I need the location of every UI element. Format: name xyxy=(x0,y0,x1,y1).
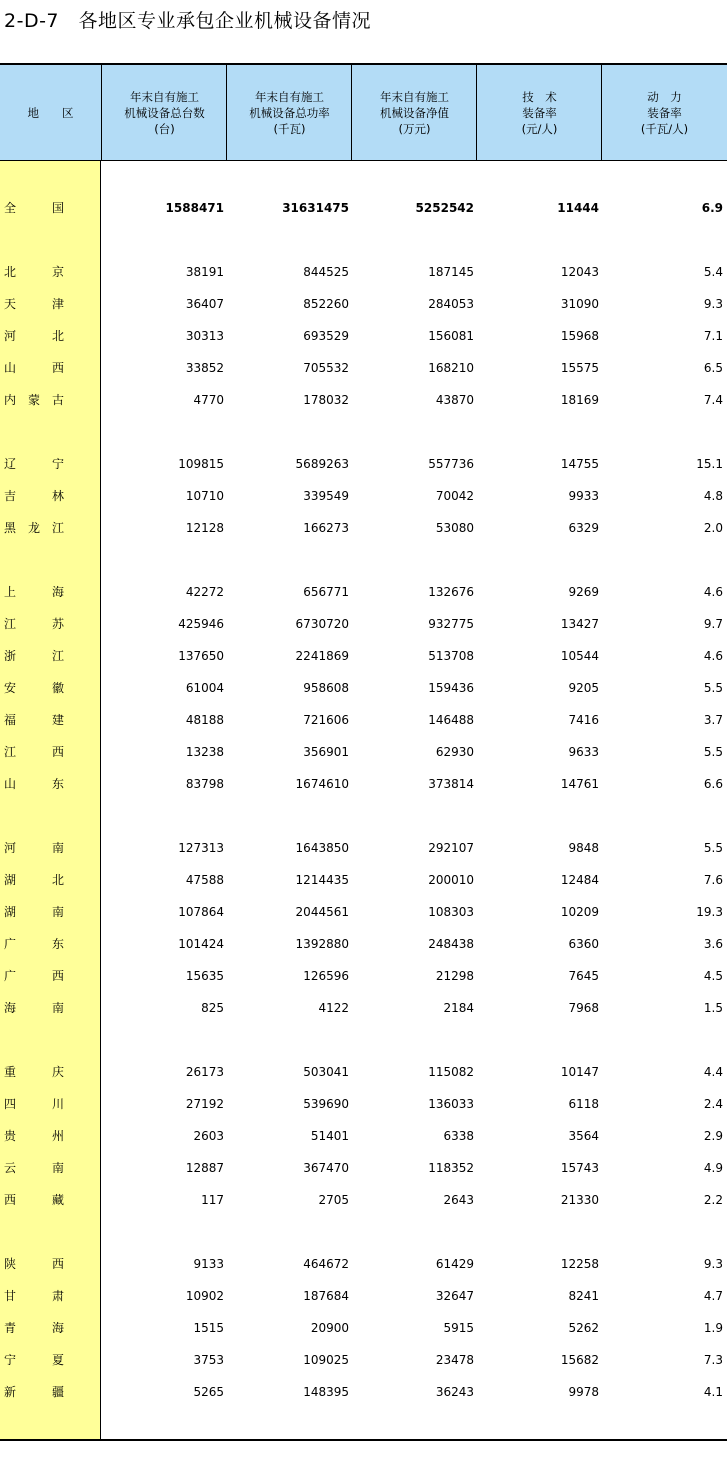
machine-power-cell: 5689263 xyxy=(295,457,349,471)
header-power-ratio xyxy=(601,65,727,160)
table-row xyxy=(0,486,727,506)
table-row xyxy=(0,358,727,378)
region-column xyxy=(0,161,101,1439)
power-ratio-cell: 19.3 xyxy=(696,905,723,919)
machine-count-cell: 83798 xyxy=(185,777,224,791)
region-name: 海 南 xyxy=(4,1001,64,1015)
machine-value-cell: 115082 xyxy=(428,1065,474,1079)
power-ratio-cell: 7.3 xyxy=(703,1353,723,1367)
header-line: (台) xyxy=(154,121,175,136)
machine-power-cell: 2705 xyxy=(318,1193,349,1207)
machine-power-cell: 503041 xyxy=(303,1065,349,1079)
region-name: 吉 林 xyxy=(4,489,64,503)
table-row xyxy=(0,1158,727,1178)
power-ratio-cell: 6.9 xyxy=(701,201,723,215)
region-name: 新 疆 xyxy=(4,1385,64,1399)
machine-value-cell: 5252542 xyxy=(415,201,474,215)
machine-value-cell: 187145 xyxy=(428,265,474,279)
tech-ratio-cell: 13427 xyxy=(560,617,599,631)
machine-power-cell: 1643850 xyxy=(295,841,349,855)
region-name: 福 建 xyxy=(4,713,64,727)
machine-power-cell: 1674610 xyxy=(295,777,349,791)
table-row xyxy=(0,1062,727,1082)
table-row xyxy=(0,838,727,858)
table-row xyxy=(0,1190,727,1210)
region-name: 浙 江 xyxy=(4,649,64,663)
machine-power-cell: 539690 xyxy=(303,1097,349,1111)
tech-ratio-cell: 6360 xyxy=(568,937,599,951)
table-row xyxy=(0,1382,727,1402)
machine-value-cell: 146488 xyxy=(428,713,474,727)
machine-count-cell: 38191 xyxy=(185,265,224,279)
machine-value-cell: 62930 xyxy=(435,745,474,759)
table-row xyxy=(0,262,727,282)
machine-value-cell: 284053 xyxy=(428,297,474,311)
power-ratio-cell: 4.5 xyxy=(703,969,723,983)
header-line: 年末自有施工 xyxy=(380,89,449,104)
tech-ratio-cell: 6118 xyxy=(568,1097,599,1111)
power-ratio-cell: 3.7 xyxy=(703,713,723,727)
machine-count-cell: 12128 xyxy=(185,521,224,535)
power-ratio-cell: 5.4 xyxy=(703,265,723,279)
header-line: 机械设备净值 xyxy=(380,105,449,120)
region-name: 天 津 xyxy=(4,297,64,311)
machine-count-cell: 3753 xyxy=(193,1353,224,1367)
machine-count-cell: 61004 xyxy=(185,681,224,695)
table-row xyxy=(0,1286,727,1306)
power-ratio-cell: 4.9 xyxy=(703,1161,723,1175)
table-row xyxy=(0,678,727,698)
tech-ratio-cell: 10544 xyxy=(560,649,599,663)
table-row xyxy=(0,518,727,538)
machine-power-cell: 4122 xyxy=(318,1001,349,1015)
region-name: 黑 龙 江 xyxy=(4,521,64,535)
tech-ratio-cell: 8241 xyxy=(568,1289,599,1303)
machine-power-cell: 1214435 xyxy=(295,873,349,887)
machine-power-cell: 109025 xyxy=(303,1353,349,1367)
machine-count-cell: 127313 xyxy=(178,841,224,855)
table-row xyxy=(0,454,727,474)
machine-value-cell: 36243 xyxy=(435,1385,474,1399)
power-ratio-cell: 5.5 xyxy=(703,745,723,759)
region-name: 河 北 xyxy=(4,329,64,343)
region-name: 湖 北 xyxy=(4,873,64,887)
tech-ratio-cell: 14761 xyxy=(560,777,599,791)
table-row xyxy=(0,198,727,218)
tech-ratio-cell: 31090 xyxy=(560,297,599,311)
tech-ratio-cell: 3564 xyxy=(568,1129,599,1143)
region-name: 山 西 xyxy=(4,361,64,375)
machine-value-cell: 168210 xyxy=(428,361,474,375)
header-line: 装备率 xyxy=(522,105,557,120)
tech-ratio-cell: 9848 xyxy=(568,841,599,855)
machine-value-cell: 5915 xyxy=(443,1321,474,1335)
region-name: 江 苏 xyxy=(4,617,64,631)
power-ratio-cell: 4.6 xyxy=(703,585,723,599)
machine-count-cell: 33852 xyxy=(185,361,224,375)
machine-count-cell: 12887 xyxy=(185,1161,224,1175)
region-name: 辽 宁 xyxy=(4,457,64,471)
table-row xyxy=(0,1126,727,1146)
machine-value-cell: 43870 xyxy=(435,393,474,407)
tech-ratio-cell: 9633 xyxy=(568,745,599,759)
machine-value-cell: 513708 xyxy=(428,649,474,663)
table-row xyxy=(0,326,727,346)
header-machine-power xyxy=(226,65,352,160)
machine-count-cell: 47588 xyxy=(185,873,224,887)
machine-count-cell: 36407 xyxy=(185,297,224,311)
machine-value-cell: 136033 xyxy=(428,1097,474,1111)
machine-count-cell: 4770 xyxy=(193,393,224,407)
machine-power-cell: 2241869 xyxy=(295,649,349,663)
tech-ratio-cell: 10147 xyxy=(560,1065,599,1079)
machine-value-cell: 156081 xyxy=(428,329,474,343)
tech-ratio-cell: 18169 xyxy=(560,393,599,407)
table-row xyxy=(0,934,727,954)
machine-power-cell: 693529 xyxy=(303,329,349,343)
tech-ratio-cell: 12043 xyxy=(560,265,599,279)
region-name: 北 京 xyxy=(4,265,64,279)
table-row xyxy=(0,742,727,762)
machine-power-cell: 31631475 xyxy=(282,201,349,215)
machine-count-cell: 117 xyxy=(201,1193,224,1207)
power-ratio-cell: 6.6 xyxy=(703,777,723,791)
table-row xyxy=(0,582,727,602)
machine-power-cell: 1392880 xyxy=(295,937,349,951)
machine-value-cell: 2184 xyxy=(443,1001,474,1015)
machine-power-cell: 148395 xyxy=(303,1385,349,1399)
machine-power-cell: 464672 xyxy=(303,1257,349,1271)
machine-count-cell: 10902 xyxy=(185,1289,224,1303)
power-ratio-cell: 2.0 xyxy=(703,521,723,535)
power-ratio-cell: 9.3 xyxy=(703,1257,723,1271)
machine-power-cell: 356901 xyxy=(303,745,349,759)
machine-count-cell: 107864 xyxy=(178,905,224,919)
machine-value-cell: 21298 xyxy=(435,969,474,983)
tech-ratio-cell: 12258 xyxy=(560,1257,599,1271)
region-name: 广 西 xyxy=(4,969,64,983)
power-ratio-cell: 4.6 xyxy=(703,649,723,663)
header-region xyxy=(0,65,101,160)
machine-power-cell: 20900 xyxy=(310,1321,349,1335)
machine-value-cell: 53080 xyxy=(435,521,474,535)
region-name: 山 东 xyxy=(4,777,64,791)
tech-ratio-cell: 9269 xyxy=(568,585,599,599)
tech-ratio-cell: 6329 xyxy=(568,521,599,535)
header-line: (元/人) xyxy=(521,121,558,136)
machine-power-cell: 339549 xyxy=(303,489,349,503)
table-row xyxy=(0,294,727,314)
table-row xyxy=(0,1254,727,1274)
machine-count-cell: 48188 xyxy=(185,713,224,727)
header-line: (万元) xyxy=(398,121,431,136)
machine-count-cell: 2603 xyxy=(193,1129,224,1143)
power-ratio-cell: 5.5 xyxy=(703,681,723,695)
machine-count-cell: 109815 xyxy=(178,457,224,471)
tech-ratio-cell: 10209 xyxy=(560,905,599,919)
power-ratio-cell: 2.9 xyxy=(703,1129,723,1143)
page-title: 2-D-7 各地区专业承包企业机械设备情况 xyxy=(4,10,372,32)
region-name: 重 庆 xyxy=(4,1065,64,1079)
tech-ratio-cell: 15743 xyxy=(560,1161,599,1175)
tech-ratio-cell: 7416 xyxy=(568,713,599,727)
machine-count-cell: 5265 xyxy=(193,1385,224,1399)
machine-count-cell: 137650 xyxy=(178,649,224,663)
tech-ratio-cell: 15682 xyxy=(560,1353,599,1367)
region-name: 云 南 xyxy=(4,1161,64,1175)
header-line: 机械设备总功率 xyxy=(249,105,330,120)
header-machine-count xyxy=(101,65,227,160)
tech-ratio-cell: 11444 xyxy=(557,201,599,215)
table-header xyxy=(0,65,727,161)
table-row xyxy=(0,390,727,410)
tech-ratio-cell: 5262 xyxy=(568,1321,599,1335)
machine-power-cell: 178032 xyxy=(303,393,349,407)
region-name: 全 国 xyxy=(4,201,64,215)
power-ratio-cell: 2.2 xyxy=(703,1193,723,1207)
tech-ratio-cell: 9978 xyxy=(568,1385,599,1399)
region-name: 湖 南 xyxy=(4,905,64,919)
power-ratio-cell: 7.6 xyxy=(703,873,723,887)
table-row xyxy=(0,1318,727,1338)
machine-value-cell: 6338 xyxy=(443,1129,474,1143)
power-ratio-cell: 4.4 xyxy=(703,1065,723,1079)
tech-ratio-cell: 15968 xyxy=(560,329,599,343)
header-line: 技 术 xyxy=(522,89,557,104)
table-row xyxy=(0,998,727,1018)
power-ratio-cell: 2.4 xyxy=(703,1097,723,1111)
machine-count-cell: 42272 xyxy=(185,585,224,599)
machine-count-cell: 425946 xyxy=(178,617,224,631)
machine-count-cell: 10710 xyxy=(185,489,224,503)
power-ratio-cell: 4.7 xyxy=(703,1289,723,1303)
header-line: (千瓦/人) xyxy=(640,121,689,136)
power-ratio-cell: 9.3 xyxy=(703,297,723,311)
table-row xyxy=(0,646,727,666)
header-line: 动 力 xyxy=(647,89,682,104)
machine-power-cell: 721606 xyxy=(303,713,349,727)
machine-power-cell: 656771 xyxy=(303,585,349,599)
power-ratio-cell: 7.1 xyxy=(703,329,723,343)
machine-value-cell: 932775 xyxy=(428,617,474,631)
header-line: (千瓦) xyxy=(273,121,306,136)
machine-power-cell: 2044561 xyxy=(295,905,349,919)
tech-ratio-cell: 7645 xyxy=(568,969,599,983)
bottom-rule xyxy=(0,1439,727,1441)
power-ratio-cell: 6.5 xyxy=(703,361,723,375)
machine-value-cell: 32647 xyxy=(435,1289,474,1303)
machine-count-cell: 101424 xyxy=(178,937,224,951)
header-tech-ratio xyxy=(476,65,602,160)
region-name: 西 藏 xyxy=(4,1193,64,1207)
header-line: 地 区 xyxy=(27,105,74,120)
machine-count-cell: 1588471 xyxy=(165,201,224,215)
machine-power-cell: 705532 xyxy=(303,361,349,375)
table-row xyxy=(0,870,727,890)
region-name: 四 川 xyxy=(4,1097,64,1111)
power-ratio-cell: 7.4 xyxy=(703,393,723,407)
machine-count-cell: 825 xyxy=(201,1001,224,1015)
header-line: 装备率 xyxy=(647,105,682,120)
region-name: 内 蒙 古 xyxy=(4,393,64,407)
machine-power-cell: 126596 xyxy=(303,969,349,983)
region-name: 陕 西 xyxy=(4,1257,64,1271)
machine-count-cell: 30313 xyxy=(185,329,224,343)
machine-value-cell: 132676 xyxy=(428,585,474,599)
region-name: 江 西 xyxy=(4,745,64,759)
machine-value-cell: 557736 xyxy=(428,457,474,471)
header-machine-value xyxy=(351,65,477,160)
machine-power-cell: 51401 xyxy=(310,1129,349,1143)
table-row xyxy=(0,1094,727,1114)
machine-value-cell: 292107 xyxy=(428,841,474,855)
table-row xyxy=(0,774,727,794)
machine-count-cell: 1515 xyxy=(193,1321,224,1335)
machine-value-cell: 373814 xyxy=(428,777,474,791)
machine-count-cell: 27192 xyxy=(185,1097,224,1111)
machine-power-cell: 166273 xyxy=(303,521,349,535)
machine-count-cell: 26173 xyxy=(185,1065,224,1079)
machine-count-cell: 13238 xyxy=(185,745,224,759)
machine-power-cell: 852260 xyxy=(303,297,349,311)
region-name: 安 徽 xyxy=(4,681,64,695)
region-name: 宁 夏 xyxy=(4,1353,64,1367)
tech-ratio-cell: 7968 xyxy=(568,1001,599,1015)
power-ratio-cell: 5.5 xyxy=(703,841,723,855)
power-ratio-cell: 1.5 xyxy=(703,1001,723,1015)
table-row xyxy=(0,902,727,922)
machine-value-cell: 159436 xyxy=(428,681,474,695)
machine-value-cell: 2643 xyxy=(443,1193,474,1207)
machine-value-cell: 248438 xyxy=(428,937,474,951)
table-row xyxy=(0,710,727,730)
header-line: 年末自有施工 xyxy=(130,89,199,104)
machine-count-cell: 15635 xyxy=(185,969,224,983)
machine-value-cell: 61429 xyxy=(435,1257,474,1271)
power-ratio-cell: 4.1 xyxy=(703,1385,723,1399)
machine-value-cell: 23478 xyxy=(435,1353,474,1367)
machine-value-cell: 200010 xyxy=(428,873,474,887)
table-row xyxy=(0,966,727,986)
header-line: 机械设备总台数 xyxy=(124,105,205,120)
tech-ratio-cell: 14755 xyxy=(560,457,599,471)
power-ratio-cell: 1.9 xyxy=(703,1321,723,1335)
machine-value-cell: 108303 xyxy=(428,905,474,919)
machine-power-cell: 6730720 xyxy=(295,617,349,631)
tech-ratio-cell: 12484 xyxy=(560,873,599,887)
power-ratio-cell: 3.6 xyxy=(703,937,723,951)
region-name: 上 海 xyxy=(4,585,64,599)
header-line: 年末自有施工 xyxy=(255,89,324,104)
tech-ratio-cell: 9205 xyxy=(568,681,599,695)
region-name: 甘 肃 xyxy=(4,1289,64,1303)
tech-ratio-cell: 21330 xyxy=(560,1193,599,1207)
power-ratio-cell: 15.1 xyxy=(696,457,723,471)
tech-ratio-cell: 15575 xyxy=(560,361,599,375)
machine-value-cell: 70042 xyxy=(435,489,474,503)
machine-power-cell: 844525 xyxy=(303,265,349,279)
machine-power-cell: 187684 xyxy=(303,1289,349,1303)
machine-power-cell: 958608 xyxy=(303,681,349,695)
machine-value-cell: 118352 xyxy=(428,1161,474,1175)
region-name: 贵 州 xyxy=(4,1129,64,1143)
region-name: 青 海 xyxy=(4,1321,64,1335)
region-name: 河 南 xyxy=(4,841,64,855)
power-ratio-cell: 9.7 xyxy=(703,617,723,631)
table-row xyxy=(0,1350,727,1370)
tech-ratio-cell: 9933 xyxy=(568,489,599,503)
power-ratio-cell: 4.8 xyxy=(703,489,723,503)
table-row xyxy=(0,614,727,634)
machine-power-cell: 367470 xyxy=(303,1161,349,1175)
machine-count-cell: 9133 xyxy=(193,1257,224,1271)
region-name: 广 东 xyxy=(4,937,64,951)
